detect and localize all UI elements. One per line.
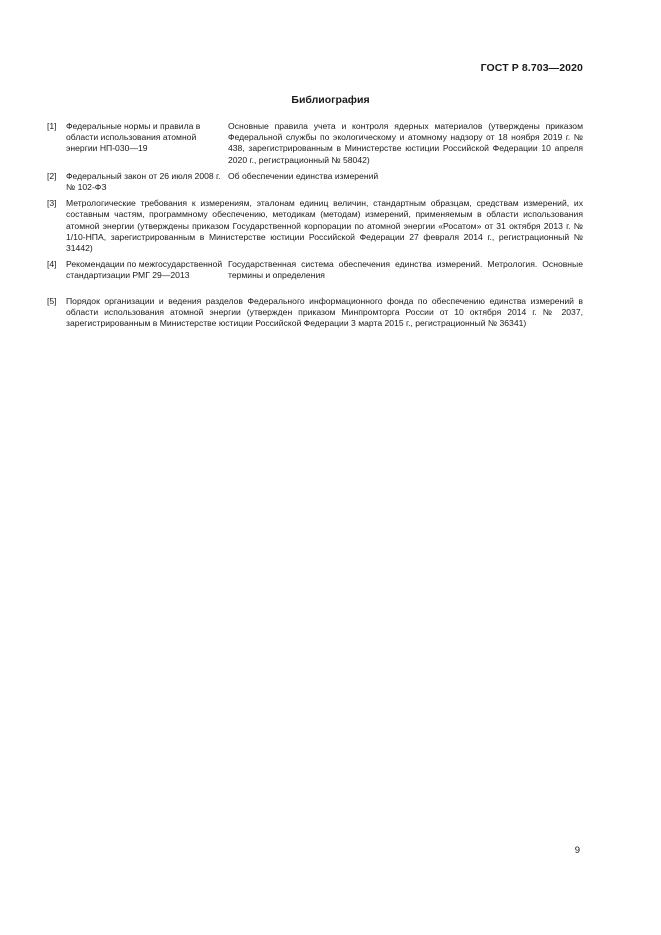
entry-text: Порядок организации и ведения разделов Федерального информационного фонда по обеспечению единства измерений в области использования атомной энергии (утвержден приказом Минпромторга России от 10 октября 2014 г. № 2037, зарегистрированным в Министерстве юстиции Российской Федерации 3 марта 2015 г., регистрационный № 36341)	[66, 295, 583, 329]
entry-source: Федеральный закон от 26 июля 2008 г. № 102-ФЗ	[66, 170, 221, 193]
bibliography-title: Библиография	[291, 94, 370, 106]
document-code: ГОСТ Р 8.703—2020	[480, 62, 583, 74]
page-number: 9	[574, 845, 580, 856]
entry-text: Метрологические требования к измерениям, эталонам единиц величин, стандартным образцам, средствам измерений, их составным частям, программному обеспечению, методикам (методам) измерений, применяемым в области использования атомной энергии (утверждены приказом Государственной корпорации по атомной энергии «Росатом» от 31 октября 2013 г. № 1/10-НПА, зарегистрированным в Министерстве юстиции Российской Федерации 27 февраля 2014 г., регистрационный № 31442)	[66, 198, 583, 254]
bibliography-entry	[47, 198, 583, 254]
bibliography-list	[47, 121, 583, 334]
entry-title: Основные правила учета и контроля ядерных материалов (утверждены приказом Федеральной службы по экологическому и атомному надзору от 18 ноября 2019 г. № 438, зарегистрированным в Министерстве юстиции Российской Федерации 10 апреля 2020 г., регистрационный № 58042)	[228, 121, 583, 165]
entry-number: [2]	[47, 170, 57, 181]
bibliography-entry	[47, 171, 583, 193]
entry-number: [3]	[47, 198, 57, 209]
entry-title: Об обеспечении единства измерений	[228, 170, 379, 181]
entry-number: [1]	[47, 121, 57, 131]
entry-source: Федеральные нормы и правила в области использования атомной энергии НП-030—19	[66, 121, 201, 154]
entry-number: [4]	[47, 259, 57, 270]
bibliography-entry	[47, 121, 583, 166]
bibliography-entry	[47, 259, 583, 281]
entry-source: Рекомендации по межгосударственной стандартизации РМГ 29—2013	[66, 259, 223, 281]
entry-title: Государственная система обеспечения единства измерений. Метрология. Основные термины и определения	[228, 259, 583, 281]
entry-number: [5]	[47, 295, 57, 306]
bibliography-entry	[47, 296, 583, 330]
